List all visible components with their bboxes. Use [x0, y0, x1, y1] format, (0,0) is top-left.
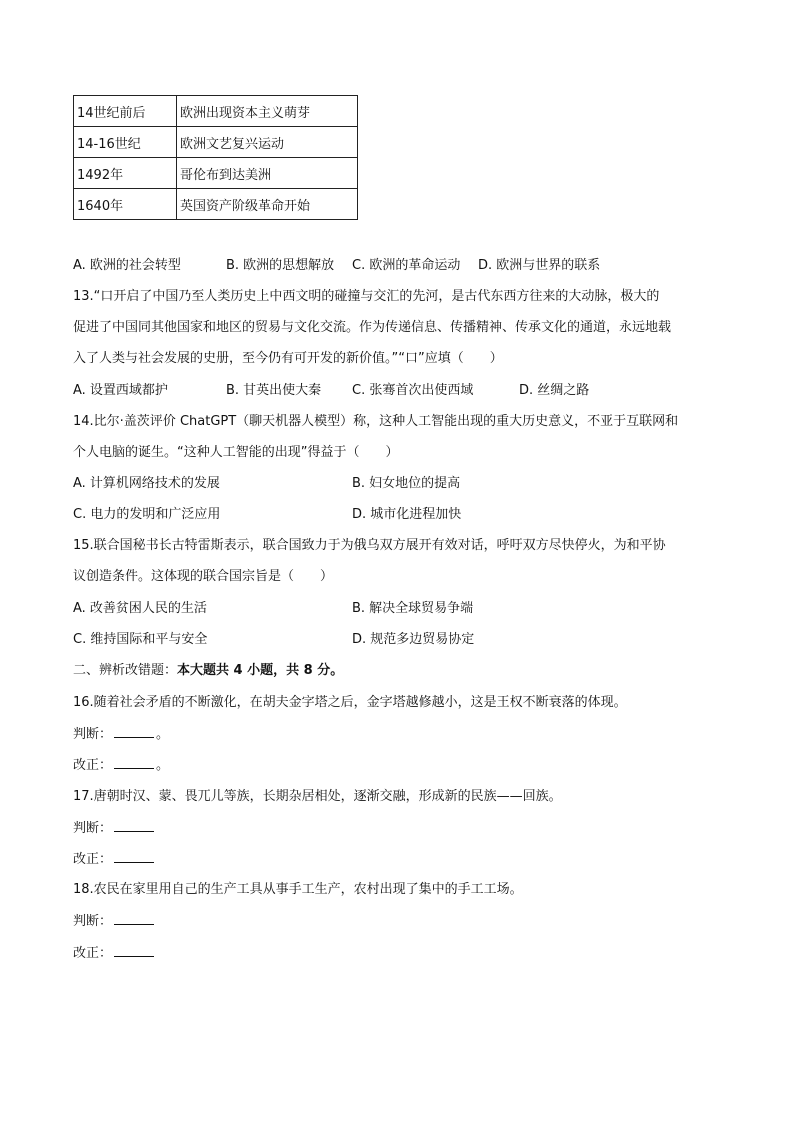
q15-stem-line-1: 15.联合国秘书长古特雷斯表示，联合国致力于为俄乌双方展开有效对话，呼吁双方尽快停火，为和平协: [73, 538, 666, 553]
q16-correct-blank[interactable]: [114, 756, 154, 769]
q16-correct-period: 。: [156, 758, 170, 773]
q13-stem-line-1: 13.“口开启了中国乃至人类历史上中西文明的碰撞与交汇的先河，是古代东西方往来的大动脉，极大的: [73, 289, 660, 304]
q15-option-a: A. 改善贫困人民的生活: [73, 601, 207, 616]
q15-option-b: B. 解决全球贸易争端: [352, 601, 474, 616]
q16-judge-blank[interactable]: [114, 725, 154, 738]
table-cell-event: 英国资产阶级革命开始: [177, 189, 358, 220]
q14-stem-line-2: 个人电脑的诞生。“这种人工智能的出现”得益于（ ）: [73, 445, 399, 460]
q13-stem-line-2: 促进了中国同其他国家和地区的贸易与文化交流。作为传递信息、传播精神、传承文化的通道，永远地载: [73, 320, 672, 335]
q18-judge-line: [73, 912, 156, 931]
table-cell-period: 1492年: [74, 158, 177, 189]
table-cell-period: 14-16世纪: [74, 127, 177, 158]
q15-option-d: D. 规范多边贸易协定: [352, 632, 475, 647]
q15-stem-line-2: 议创造条件。这体现的联合国宗旨是（ ）: [73, 569, 334, 584]
q12-option-d: D. 欧洲与世界的联系: [478, 258, 601, 273]
q13-option-c: C. 张骞首次出使西域: [352, 383, 474, 398]
q16-judge-label: 判断：: [73, 727, 113, 742]
q18-correct-blank[interactable]: [114, 944, 154, 957]
table-row: [74, 158, 358, 189]
q14-option-b: B. 妇女地位的提高: [352, 476, 461, 491]
q18-judge-blank[interactable]: [114, 912, 154, 925]
q13-stem-line-3: 入了人类与社会发展的史册，至今仍有可开发的新价值。”“口”应填（ ）: [73, 351, 503, 366]
table-cell-event: 欧洲文艺复兴运动: [177, 127, 358, 158]
table-row: [74, 189, 358, 220]
q17-correct-line: [73, 850, 156, 869]
q14-option-d: D. 城市化进程加快: [352, 507, 462, 522]
q16-stem: 16.随着社会矛盾的不断激化，在胡夫金字塔之后，金字塔越修越小，这是王权不断衰落的体现。: [73, 695, 627, 710]
q16-correct-line: [73, 756, 169, 775]
q13-option-b: B. 甘英出使大秦: [226, 383, 322, 398]
q18-correct-label: 改正：: [73, 946, 113, 961]
q17-judge-line: [73, 819, 156, 838]
section-2-detail: 本大题共 4 小题，共 8 分。: [177, 663, 344, 678]
q14-stem-line-1: 14.比尔·盖茨评价 ChatGPT（聊天机器人模型）称，这种人工智能出现的重大历史意义，不亚于互联网和: [73, 414, 679, 429]
q12-option-b: B. 欧洲的思想解放: [226, 258, 335, 273]
q17-correct-blank[interactable]: [114, 850, 154, 863]
q15-option-c: C. 维持国际和平与安全: [73, 632, 208, 647]
timeline-table: [73, 95, 358, 220]
q17-stem: 17.唐朝时汉、蒙、畏兀儿等族，长期杂居相处，逐渐交融，形成新的民族——回族。: [73, 789, 562, 804]
q12-option-a: A. 欧洲的社会转型: [73, 258, 181, 273]
q13-option-d: D. 丝绸之路: [519, 383, 590, 398]
q17-judge-label: 判断：: [73, 821, 113, 836]
q13-option-a: A. 设置西域都护: [73, 383, 168, 398]
q16-judge-period: 。: [156, 727, 170, 742]
table-row: [74, 96, 358, 127]
table-cell-event: 哥伦布到达美洲: [177, 158, 358, 189]
q18-stem: 18.农民在家里用自己的生产工具从事手工生产，农村出现了集中的手工工场。: [73, 882, 523, 897]
q17-correct-label: 改正：: [73, 852, 113, 867]
q18-correct-line: [73, 944, 156, 963]
q16-correct-label: 改正：: [73, 758, 113, 773]
q16-judge-line: [73, 725, 169, 744]
table-cell-period: 14世纪前后: [74, 96, 177, 127]
q14-option-a: A. 计算机网络技术的发展: [73, 476, 220, 491]
section-2-heading: [73, 662, 343, 680]
table-cell-period: 1640年: [74, 189, 177, 220]
section-2-prefix: 二、辨析改错题：: [73, 663, 178, 678]
q12-option-c: C. 欧洲的革命运动: [352, 258, 461, 273]
q14-option-c: C. 电力的发明和广泛应用: [73, 507, 221, 522]
table-row: [74, 127, 358, 158]
q18-judge-label: 判断：: [73, 914, 113, 929]
q17-judge-blank[interactable]: [114, 819, 154, 832]
table-cell-event: 欧洲出现资本主义萌芽: [177, 96, 358, 127]
